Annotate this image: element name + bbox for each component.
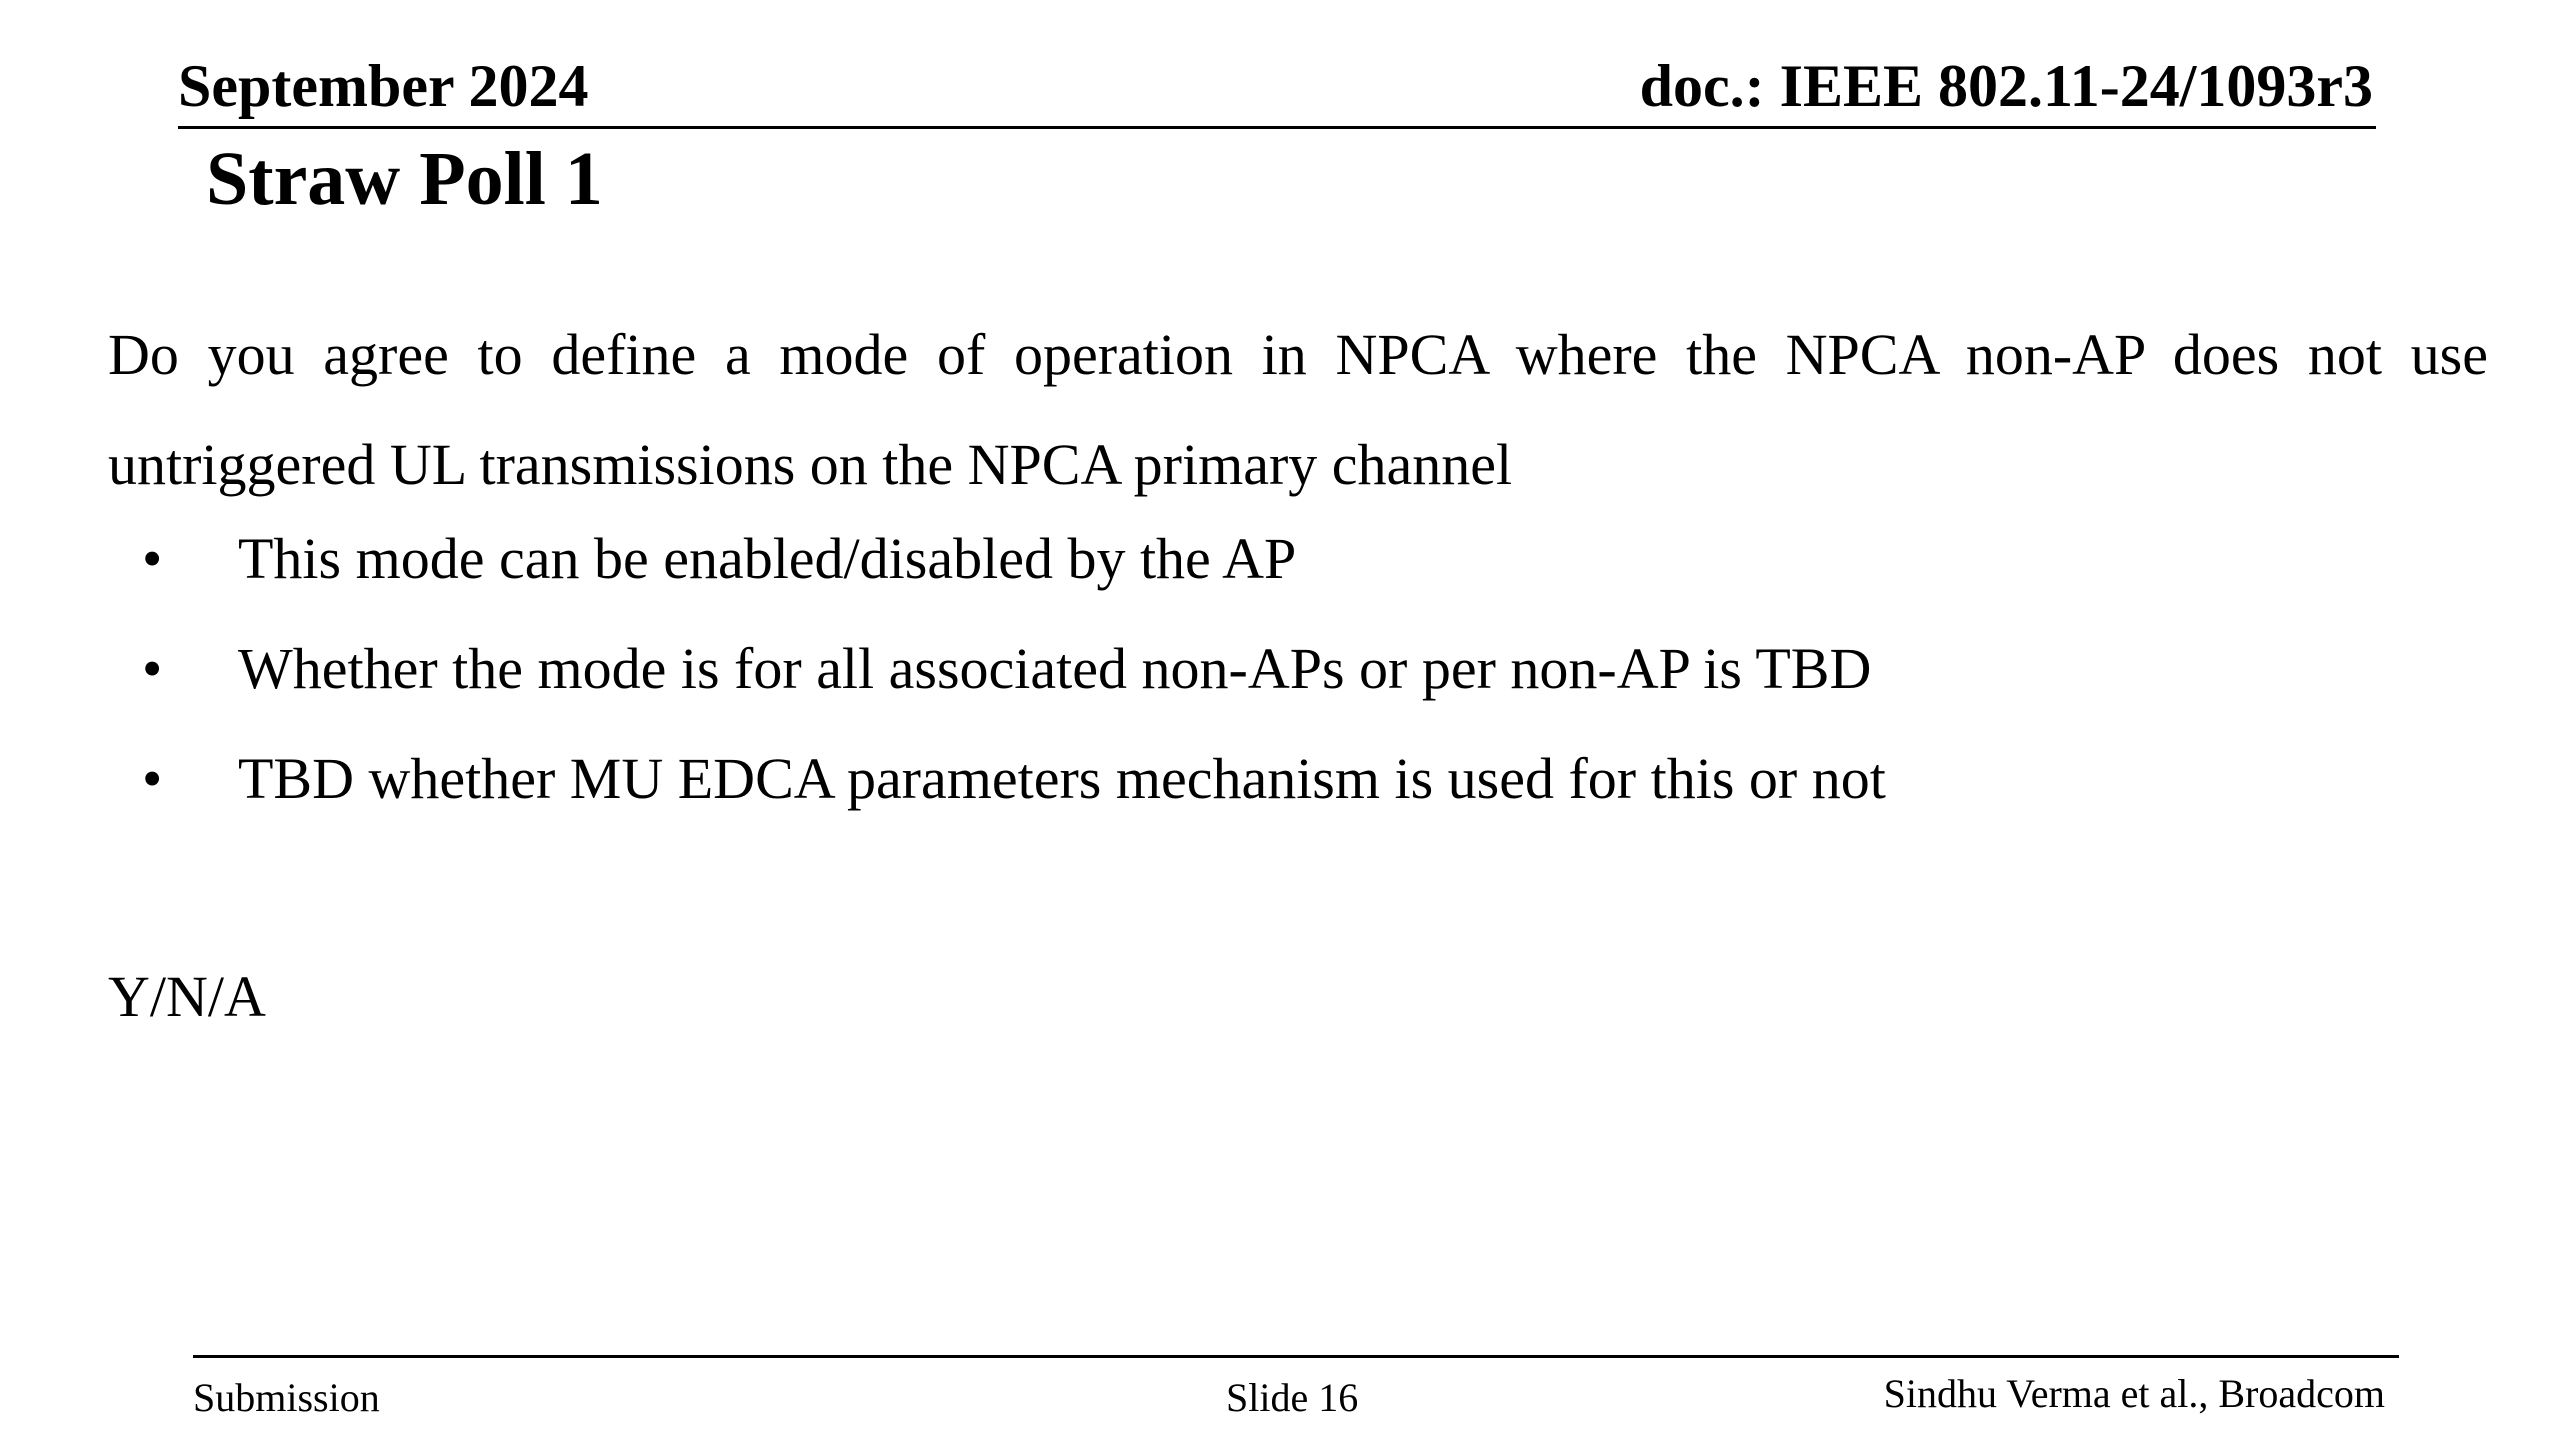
bullet-item bbox=[108, 724, 2488, 834]
bullet-text: Whether the mode is for all associated non-APs or per non-AP is TBD bbox=[238, 636, 1872, 701]
bullet-text: TBD whether MU EDCA parameters mechanism is used for this or not bbox=[238, 746, 1886, 811]
poll-question: Do you agree to define a mode of operation in NPCA where the NPCA non-AP does not use untriggered UL transmissions on the NPCA primary channel bbox=[108, 322, 2488, 497]
header-doc-id: doc.: IEEE 802.11-24/1093r3 bbox=[1639, 53, 2373, 119]
bullet-marker: • bbox=[142, 746, 163, 811]
bullet-item bbox=[108, 504, 2488, 614]
header-divider bbox=[178, 126, 2376, 129]
footer-authors: Sindhu Verma et al., Broadcom bbox=[1883, 1371, 2385, 1416]
footer-submission: Submission bbox=[193, 1375, 380, 1420]
slide-title: Straw Poll 1 bbox=[206, 137, 603, 221]
answer-options: Y/N/A bbox=[108, 964, 266, 1029]
footer-slide-number: Slide 16 bbox=[1226, 1375, 1359, 1420]
bullet-item bbox=[108, 614, 2488, 724]
bullet-list bbox=[108, 504, 2488, 834]
header-date: September 2024 bbox=[178, 53, 589, 119]
bullet-marker: • bbox=[142, 636, 163, 701]
bullet-marker: • bbox=[142, 526, 163, 591]
footer-divider bbox=[193, 1355, 2399, 1358]
bullet-text: This mode can be enabled/disabled by the AP bbox=[238, 526, 1297, 591]
